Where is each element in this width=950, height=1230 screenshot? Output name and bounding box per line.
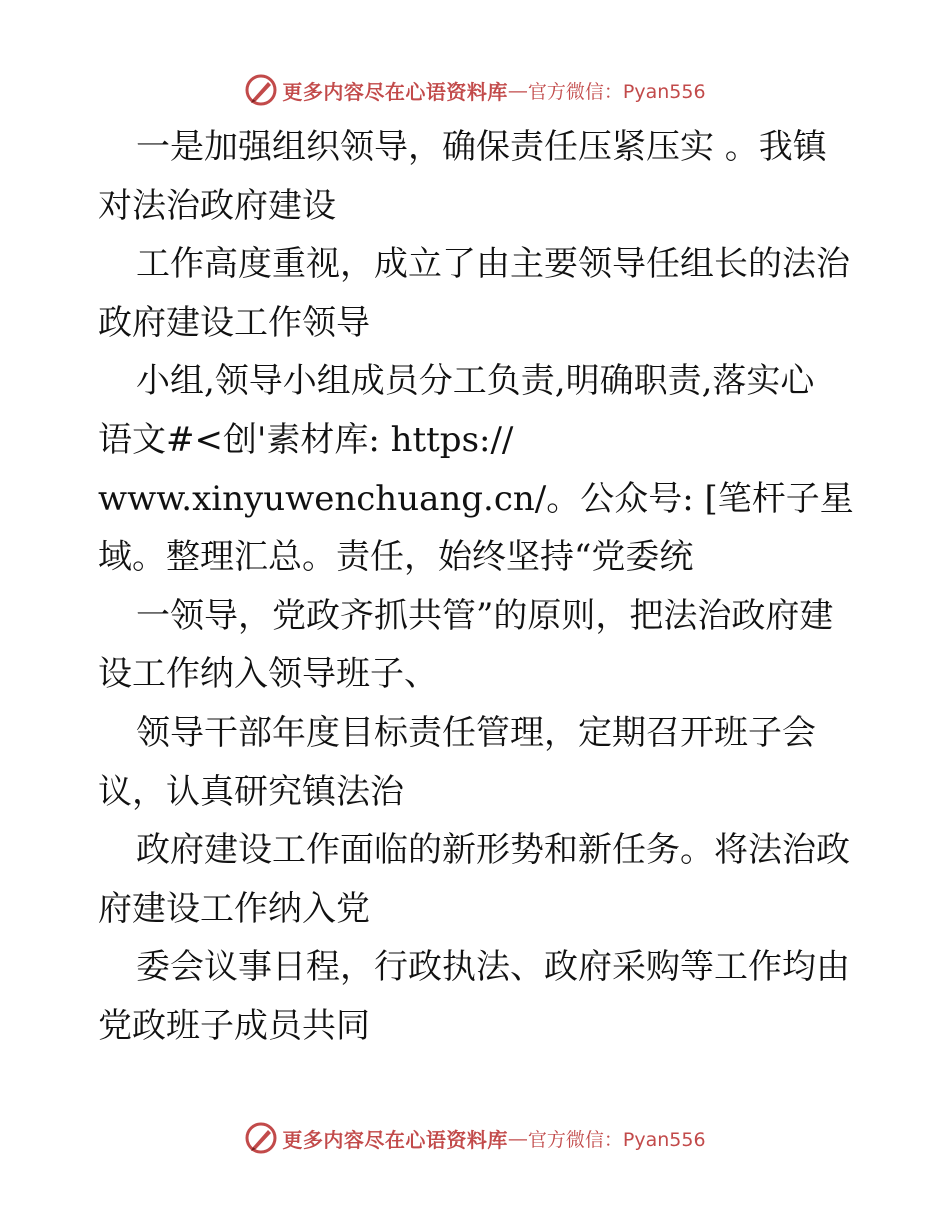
text-line: 一是加强组织领导，确保责任压紧压实 。我镇 — [136, 127, 827, 167]
text-line: 小组,领导小组成员分工负责,明确职责,落实心 — [136, 361, 815, 402]
text-line: 政府建设工作领导 — [98, 302, 370, 343]
text-line: 一领导，党政齐抓共管”的原则，把法治政府建 — [136, 595, 834, 636]
text-line: 对法治政府建设 — [98, 185, 336, 226]
text-line: 议，认真研究镇法治 — [98, 771, 404, 812]
text-line: 党政班子成员共同 — [98, 1005, 370, 1046]
banner-separator: — — [507, 1126, 528, 1150]
text-line: 委会议事日程，行政执法、政府采购等工作均由 — [136, 947, 850, 988]
banner-wechat: 官方微信：Pyan556 — [527, 80, 706, 103]
text-line: 府建设工作纳入党 — [98, 888, 370, 929]
text-line: 设工作纳入领导班子、 — [98, 654, 438, 695]
banner-wechat: 官方微信：Pyan556 — [527, 1128, 706, 1151]
header-banner — [0, 70, 950, 110]
text-line: 领导干部年度目标责任管理，定期召开班子会 — [136, 712, 816, 753]
text-line: 域。整理汇总。责任，始终坚持“党委统 — [98, 537, 694, 578]
text-line: 政府建设工作面临的新形势和新任务。将法治政 — [136, 830, 850, 871]
banner-text: 更多内容尽在心语资料库 — [282, 79, 508, 104]
pen-logo-icon — [244, 1121, 278, 1155]
text-line: www.xinyuwenchuang.cn/。公众号: [笔杆子星 — [98, 478, 854, 519]
banner-separator: — — [507, 78, 528, 102]
document-body — [98, 118, 858, 1056]
footer-banner — [0, 1118, 950, 1158]
text-line: 工作高度重视，成立了由主要领导任组长的法治 — [136, 244, 850, 285]
pen-logo-icon — [244, 73, 278, 107]
banner-text: 更多内容尽在心语资料库 — [282, 1127, 508, 1152]
text-line: 语文#<创'素材库: https:// — [98, 419, 514, 460]
